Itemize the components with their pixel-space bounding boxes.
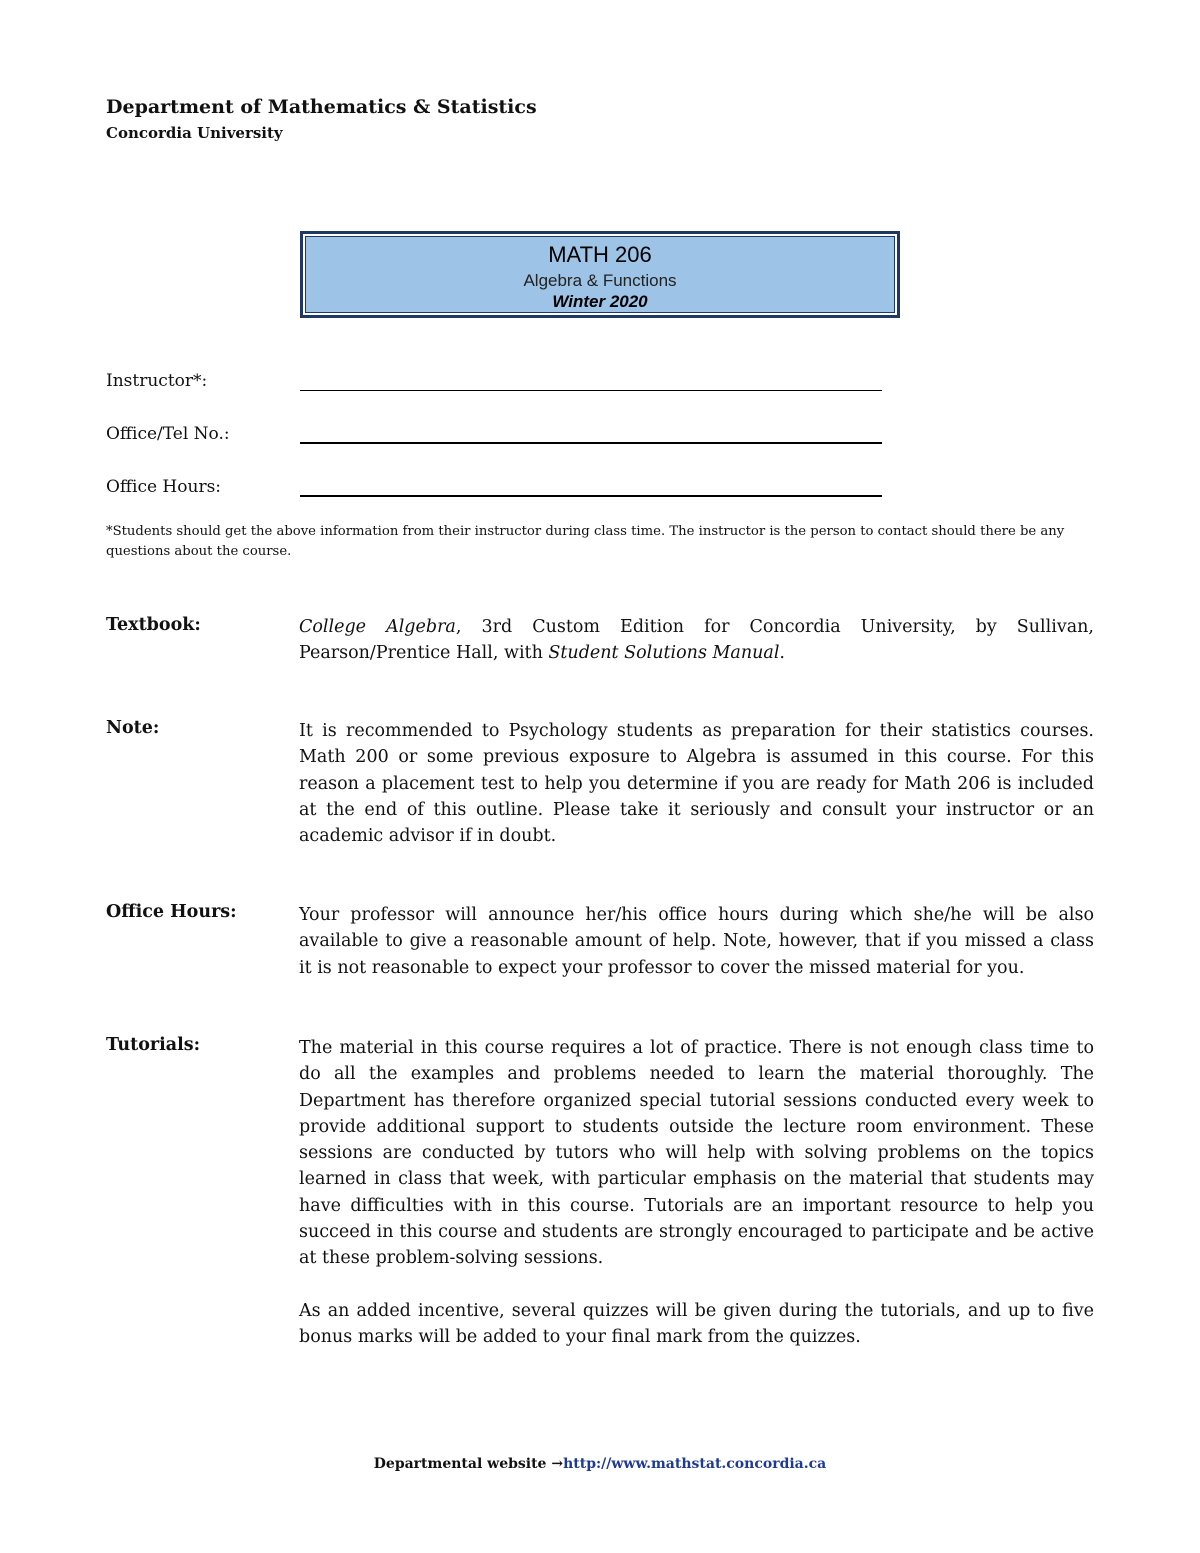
course-code: MATH 206 xyxy=(548,242,652,267)
tutorials-text xyxy=(299,1035,1094,1350)
footnote: *Students should get the above information from their instructor during class time. The instructor is the person to contact should there be any questions about the course. xyxy=(106,524,1065,559)
office-hours-field-label: Office Hours: xyxy=(106,477,222,497)
course-title-box xyxy=(300,231,900,318)
textbook-manual: Student Solutions Manual xyxy=(548,643,780,664)
website-link[interactable]: http://www.mathstat.concordia.ca xyxy=(563,1456,827,1472)
course-name: Algebra & Functions xyxy=(523,271,677,290)
textbook-label: Textbook: xyxy=(106,615,201,635)
instructor-line xyxy=(300,390,882,391)
office-tel-label: Office/Tel No.: xyxy=(106,424,230,444)
note-label: Note: xyxy=(106,718,160,738)
office-hours-text: Your professor will announce her/his office hours during which she/he will be also available to give a reasonable amount of help. Note, however, that if you missed a class it is not reasonable to expect your professor to cover the missed material for you. xyxy=(299,905,1094,978)
note-text: It is recommended to Psychology students as preparation for their statistics courses. Math 200 or some previous exposure to Algebra is assumed in this course. For this reason a placement test to help you determine if you are ready for Math 206 is included at the end of this outline. Please take it seriously and consult your instructor or an academic advisor if in doubt. xyxy=(299,721,1094,847)
office-hours-line xyxy=(300,495,882,497)
tutorials-label: Tutorials: xyxy=(106,1035,201,1055)
instructor-label: Instructor*: xyxy=(106,371,208,391)
textbook-details: , 3rd Custom Edition for Concordia University, by Sullivan, Pearson/Prentice Hall, with xyxy=(299,617,1094,664)
tutorials-paragraph-2: As an added incentive, several quizzes will be given during the tutorials, and up to five bonus marks will be added to your final mark from the quizzes. xyxy=(299,1300,1094,1347)
textbook-title: College Algebra xyxy=(299,617,456,637)
university-name: Concordia University xyxy=(106,124,283,142)
course-term: Winter 2020 xyxy=(552,292,648,311)
arrow-icon: → xyxy=(551,1456,564,1472)
textbook-end: . xyxy=(779,643,785,664)
office-hours-label: Office Hours: xyxy=(106,902,237,922)
textbook-text xyxy=(299,614,1094,667)
office-tel-line xyxy=(300,442,882,444)
footer xyxy=(0,1456,1200,1472)
department-name: Department of Mathematics & Statistics xyxy=(106,96,537,118)
tutorials-paragraph-1: The material in this course requires a lot of practice. There is not enough class time to do all the examples and problems needed to learn the material thoroughly. The Department has therefore organized special tutorial sessions conducted every week to provide additional support to students outside the lecture room environment. These sessions are conducted by tutors who will help with solving problems on the topics learned in class that week, with particular emphasis on the material that students may have difficulties with in this course. Tutorials are an important resource to help you succeed in this course and students are strongly encouraged to participate and be active at these problem-solving sessions. xyxy=(299,1038,1094,1269)
footer-label: Departmental website xyxy=(373,1456,552,1472)
